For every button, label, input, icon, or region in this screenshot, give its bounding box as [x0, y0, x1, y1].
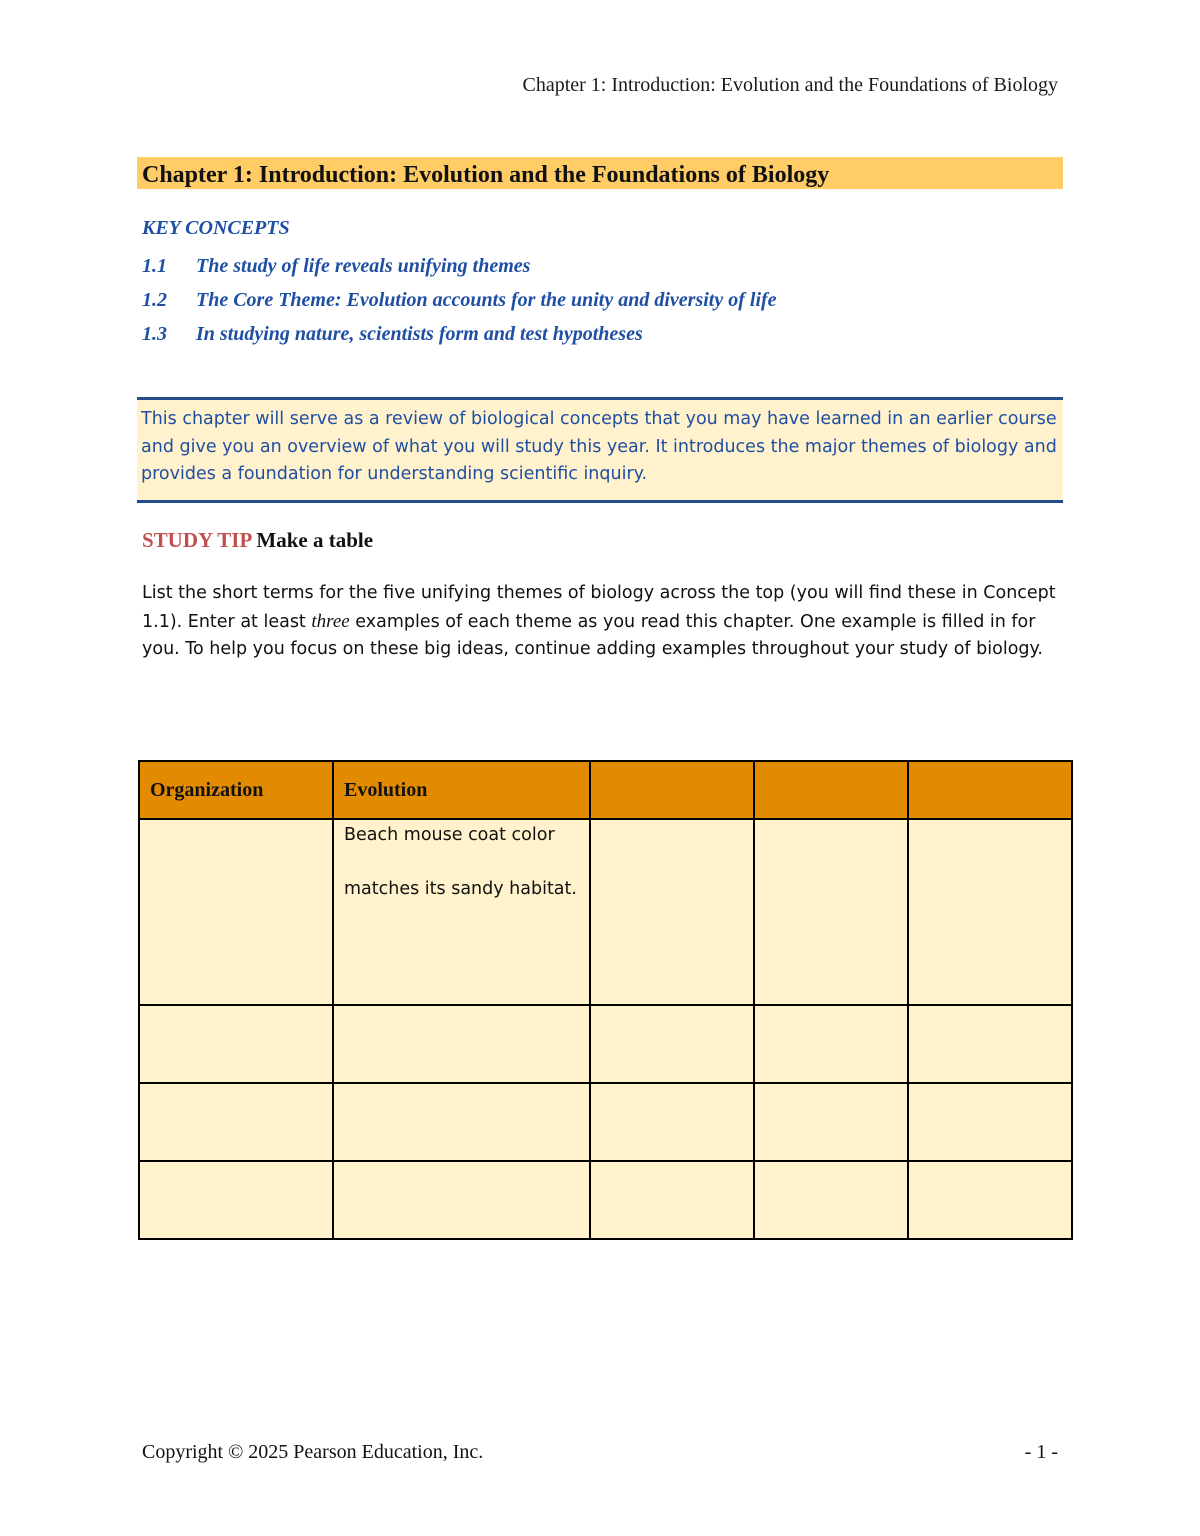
table-cell[interactable]	[908, 1083, 1072, 1161]
table-header-row	[139, 761, 1072, 819]
concept-item	[142, 255, 530, 278]
table-row	[139, 1161, 1072, 1239]
table-cell[interactable]	[333, 1161, 590, 1239]
table-cell[interactable]	[590, 1005, 754, 1083]
study-tip-title: Make a table	[256, 528, 374, 552]
concept-number: 1.1	[142, 255, 167, 277]
running-header: Chapter 1: Introduction: Evolution and the Foundations of Biology	[522, 74, 1058, 96]
table-cell[interactable]	[908, 1161, 1072, 1239]
concept-number: 1.3	[142, 323, 167, 345]
study-tip-instructions	[142, 580, 1060, 664]
study-tip-label: STUDY TIP	[142, 528, 252, 552]
table-cell[interactable]	[754, 819, 908, 1005]
concept-text: The Core Theme: Evolution accounts for the unity and diversity of life	[196, 289, 777, 311]
study-tip-heading	[142, 528, 373, 553]
table-cell[interactable]	[908, 819, 1072, 1005]
table-cell[interactable]	[139, 1161, 333, 1239]
table-header-cell[interactable]: Organization	[139, 761, 333, 819]
table-row	[139, 1083, 1072, 1161]
cell-text: Beach mouse coat color matches its sandy habitat.	[344, 825, 577, 899]
concept-text: In studying nature, scientists form and test hypotheses	[196, 323, 643, 345]
table-cell[interactable]	[139, 1005, 333, 1083]
chapter-overview-box: This chapter will serve as a review of biological concepts that you may have learned in an earlier course and give you an overview of what you will study this year. It introduces the major themes of biology and provides a foundation for understanding scientific inquiry.	[137, 397, 1063, 503]
table-row	[139, 1005, 1072, 1083]
table-cell[interactable]	[754, 1083, 908, 1161]
table-cell[interactable]	[333, 1083, 590, 1161]
copyright-notice: Copyright © 2025 Pearson Education, Inc.	[142, 1441, 484, 1463]
instructions-text: examples of each theme as you read this chapter. One example is filled in for you. To help you focus on these big ideas, continue adding examples throughout your study of biology.	[142, 611, 1043, 659]
table-header-cell[interactable]	[754, 761, 908, 819]
table-cell[interactable]	[590, 819, 754, 1005]
table-cell[interactable]	[139, 1083, 333, 1161]
table-cell[interactable]	[333, 819, 590, 1005]
table-cell[interactable]	[333, 1005, 590, 1083]
concept-number: 1.2	[142, 289, 167, 311]
table-cell[interactable]	[754, 1161, 908, 1239]
table-cell[interactable]	[590, 1161, 754, 1239]
concept-item	[142, 323, 643, 346]
table-header-cell[interactable]	[590, 761, 754, 819]
table-header-cell[interactable]: Evolution	[333, 761, 590, 819]
key-concepts-heading: KEY CONCEPTS	[142, 217, 290, 239]
page-number: - 1 -	[1024, 1441, 1058, 1463]
table-row	[139, 819, 1072, 1005]
table-cell[interactable]	[908, 1005, 1072, 1083]
table-cell[interactable]	[590, 1083, 754, 1161]
chapter-title: Chapter 1: Introduction: Evolution and the Foundations of Biology	[137, 157, 1063, 189]
instructions-text: List the short terms for the five unifying themes of biology across the top (you will find these in Concept 1.1). Enter at least	[142, 583, 1056, 632]
concept-text: The study of life reveals unifying themes	[196, 255, 531, 277]
table-header-cell[interactable]	[908, 761, 1072, 819]
table-cell[interactable]	[139, 819, 333, 1005]
table-cell[interactable]	[754, 1005, 908, 1083]
instructions-emphasis: three	[311, 610, 350, 632]
concept-item	[142, 289, 777, 312]
themes-table	[138, 760, 1073, 1240]
